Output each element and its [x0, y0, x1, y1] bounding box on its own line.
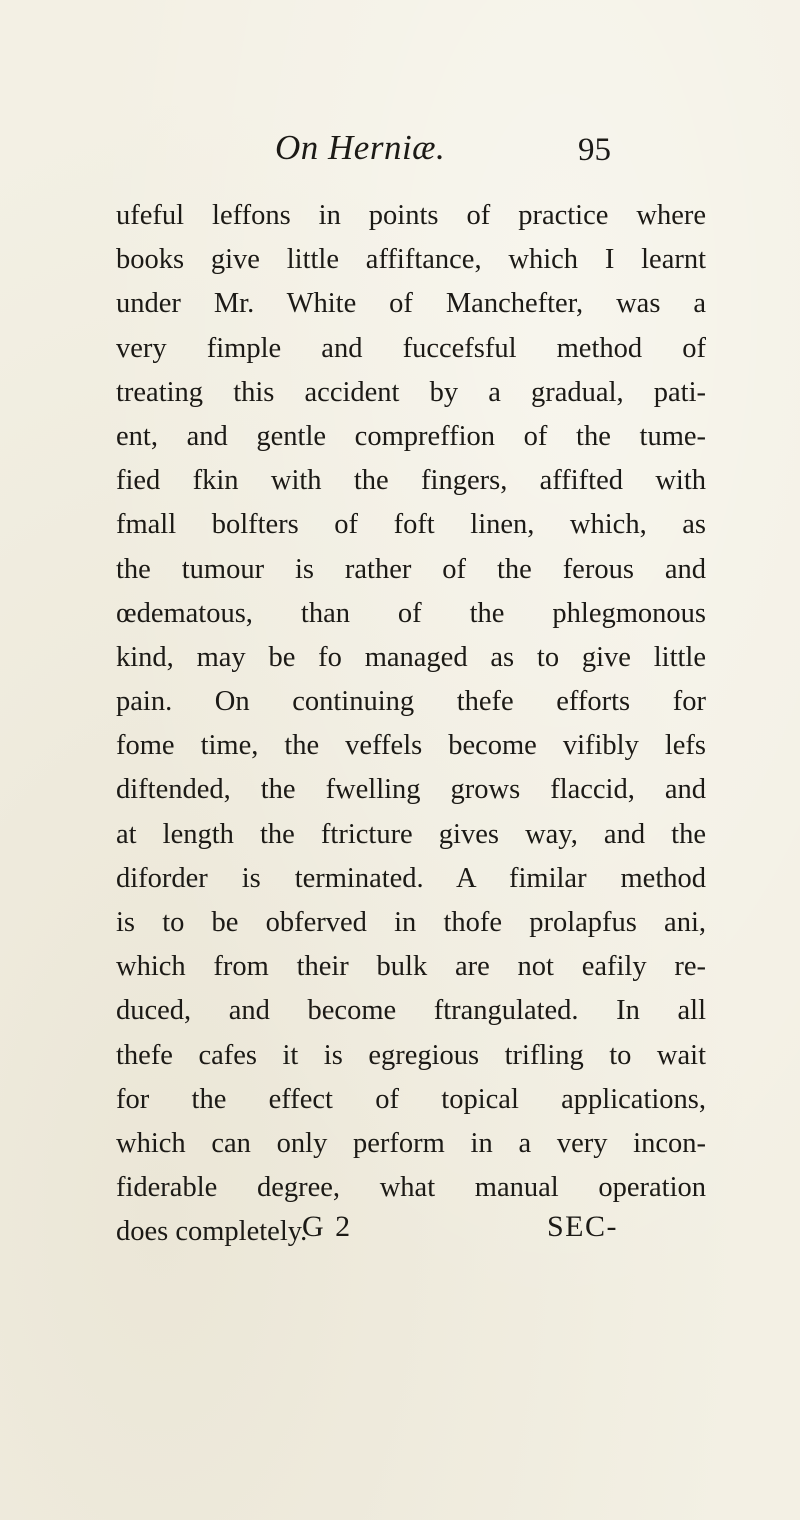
- text-line: thefe cafes it is egregious trifling to wait: [116, 1039, 706, 1071]
- page-footer: [0, 1210, 800, 1258]
- text-line: pain. On continuing thefe efforts for: [116, 686, 706, 718]
- text-line: diforder is terminated. A fimilar method: [116, 862, 706, 894]
- text-line: books give little affiftance, which I learnt: [116, 244, 706, 276]
- text-line: under Mr. White of Manchefter, was a: [116, 288, 706, 320]
- text-line: fmall bolfters of foft linen, which, as: [116, 509, 706, 541]
- text-line: fied fkin with the fingers, affifted with: [116, 465, 706, 497]
- signature-mark: G 2: [302, 1210, 353, 1243]
- text-line: ufeful leffons in points of practice where: [116, 200, 706, 231]
- text-line: ent, and gentle compreffion of the tume-: [116, 420, 706, 452]
- text-line: fiderable degree, what manual operation: [116, 1172, 706, 1204]
- text-line: the tumour is rather of the ferous and: [116, 553, 706, 585]
- text-line: diftended, the fwelling grows flaccid, and: [116, 774, 706, 806]
- text-line: at length the ftricture gives way, and the: [116, 818, 706, 850]
- text-line: which from their bulk are not eafily re-: [116, 951, 706, 983]
- page-number: 95: [578, 132, 611, 168]
- text-line: œdematous, than of the phlegmonous: [116, 597, 706, 629]
- text-line: which can only perform in a very incon-: [116, 1127, 706, 1159]
- text-line: for the effect of topical applications,: [116, 1083, 706, 1115]
- text-line: kind, may be fo managed as to give little: [116, 641, 706, 673]
- running-title: On Herniæ.: [275, 128, 446, 167]
- text-line: treating this accident by a gradual, pati-: [116, 376, 706, 408]
- body-text: [116, 194, 706, 1255]
- text-line: fome time, the veffels become vifibly lefs: [116, 730, 706, 762]
- text-line: very fimple and fuccefsful method of: [116, 332, 706, 364]
- text-line: does completely.: [116, 1216, 308, 1248]
- catchword: SEC-: [547, 1210, 619, 1243]
- text-line: duced, and become ftrangulated. In all: [116, 995, 706, 1027]
- running-head: [0, 128, 800, 176]
- text-line: is to be obferved in thofe prolapfus ani,: [116, 907, 706, 938]
